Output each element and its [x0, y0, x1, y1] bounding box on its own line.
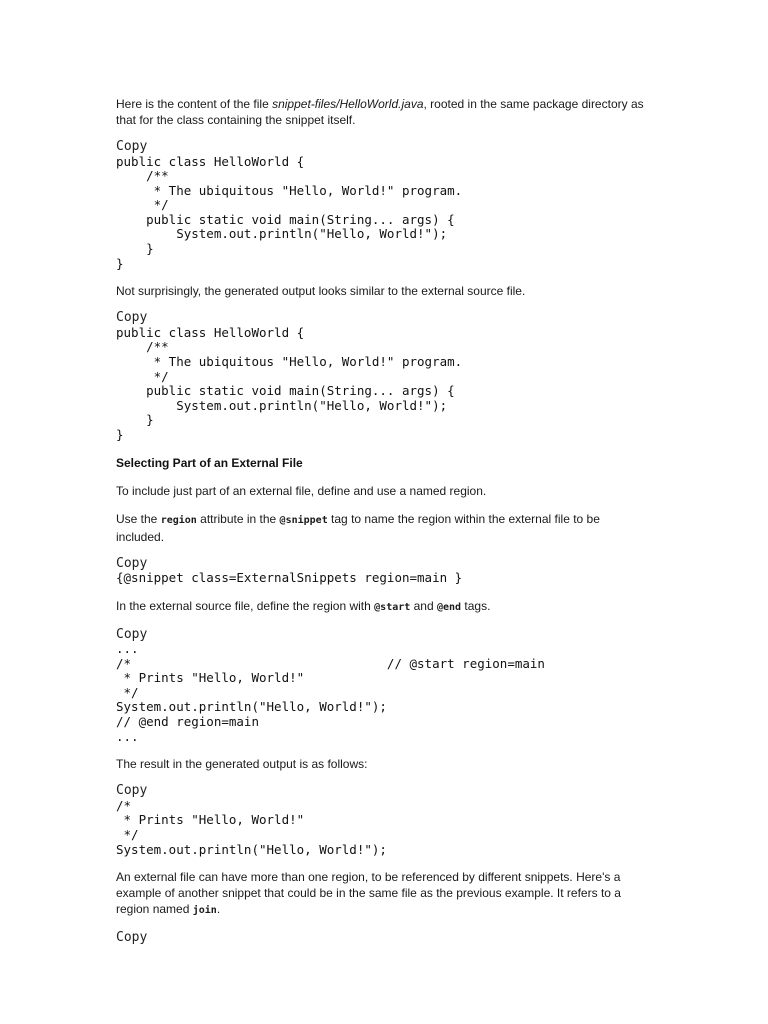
start-end-paragraph: [116, 598, 646, 616]
code-snippet: public class HelloWorld { /** * The ubiquitous "Hello, World!" program. */ public static void main(String... args) { System.out.println("Hello, World!"); } }: [116, 153, 463, 271]
code-snippet: /* * Prints "Hello, World!" */ System.out.println("Hello, World!");: [116, 797, 387, 857]
result-paragraph: The result in the generated output is as follows:: [116, 757, 368, 772]
text-segment: In the external source file, define the region with: [116, 598, 375, 613]
inline-code: @end: [436, 601, 462, 613]
region-intro-paragraph: To include just part of an external file, define and use a named region.: [116, 483, 487, 498]
text-segment: Use the: [116, 511, 161, 526]
region-attribute-paragraph: [116, 511, 646, 545]
copy-button[interactable]: Copy: [116, 310, 148, 326]
multi-region-paragraph: [116, 869, 646, 919]
intro-paragraph: [116, 96, 646, 128]
code-block-result: [116, 784, 646, 857]
text-segment: An external file can have more than one region, to be referenced by different snippets. Here's a example of another snippet that could be in the same file as the previous example. It refers to a region named: [116, 870, 621, 917]
text-segment: attribute in the: [196, 511, 280, 526]
copy-button[interactable]: Copy: [116, 139, 148, 154]
document-page: [116, 96, 646, 958]
copy-button[interactable]: Copy: [116, 626, 148, 642]
code-block-helloworld: [116, 140, 646, 271]
copy-button[interactable]: Copy: [116, 930, 148, 946]
intro-text-after: , rooted in the same package directory as that for the class containing the snippet itself.: [116, 97, 644, 127]
code-snippet: ... /* // @start region=main * Prints "Hello, World!" */ System.out.println("Hello, World!"); // @end region=main ...: [116, 641, 545, 744]
inline-code: @start: [374, 601, 411, 613]
code-block-region-source: [116, 628, 646, 745]
inline-code: join: [192, 905, 217, 917]
text-segment: tags.: [461, 598, 491, 613]
text-segment: tag to name the region within the external file to be included.: [116, 511, 600, 544]
code-block-join: [116, 931, 646, 946]
code-snippet: {@snippet class=ExternalSnippets region=main }: [116, 570, 463, 585]
text-segment: .: [216, 902, 221, 917]
copy-button[interactable]: Copy: [116, 555, 148, 571]
code-block-snippet-tag: [116, 557, 646, 586]
output-paragraph: Not surprisingly, the generated output looks similar to the external source file.: [116, 284, 526, 299]
copy-button[interactable]: Copy: [116, 783, 148, 799]
code-block-output: [116, 311, 646, 442]
inline-code: @snippet: [279, 514, 328, 526]
intro-text-before: Here is the content of the file: [116, 97, 273, 111]
inline-code: region: [160, 514, 197, 526]
file-path: snippet-files/HelloWorld.java: [272, 97, 424, 111]
code-snippet: public class HelloWorld { /** * The ubiquitous "Hello, World!" program. */ public static void main(String... args) { System.out.println("Hello, World!"); } }: [116, 324, 463, 442]
section-heading: Selecting Part of an External File: [116, 455, 303, 470]
text-segment: and: [410, 598, 437, 613]
